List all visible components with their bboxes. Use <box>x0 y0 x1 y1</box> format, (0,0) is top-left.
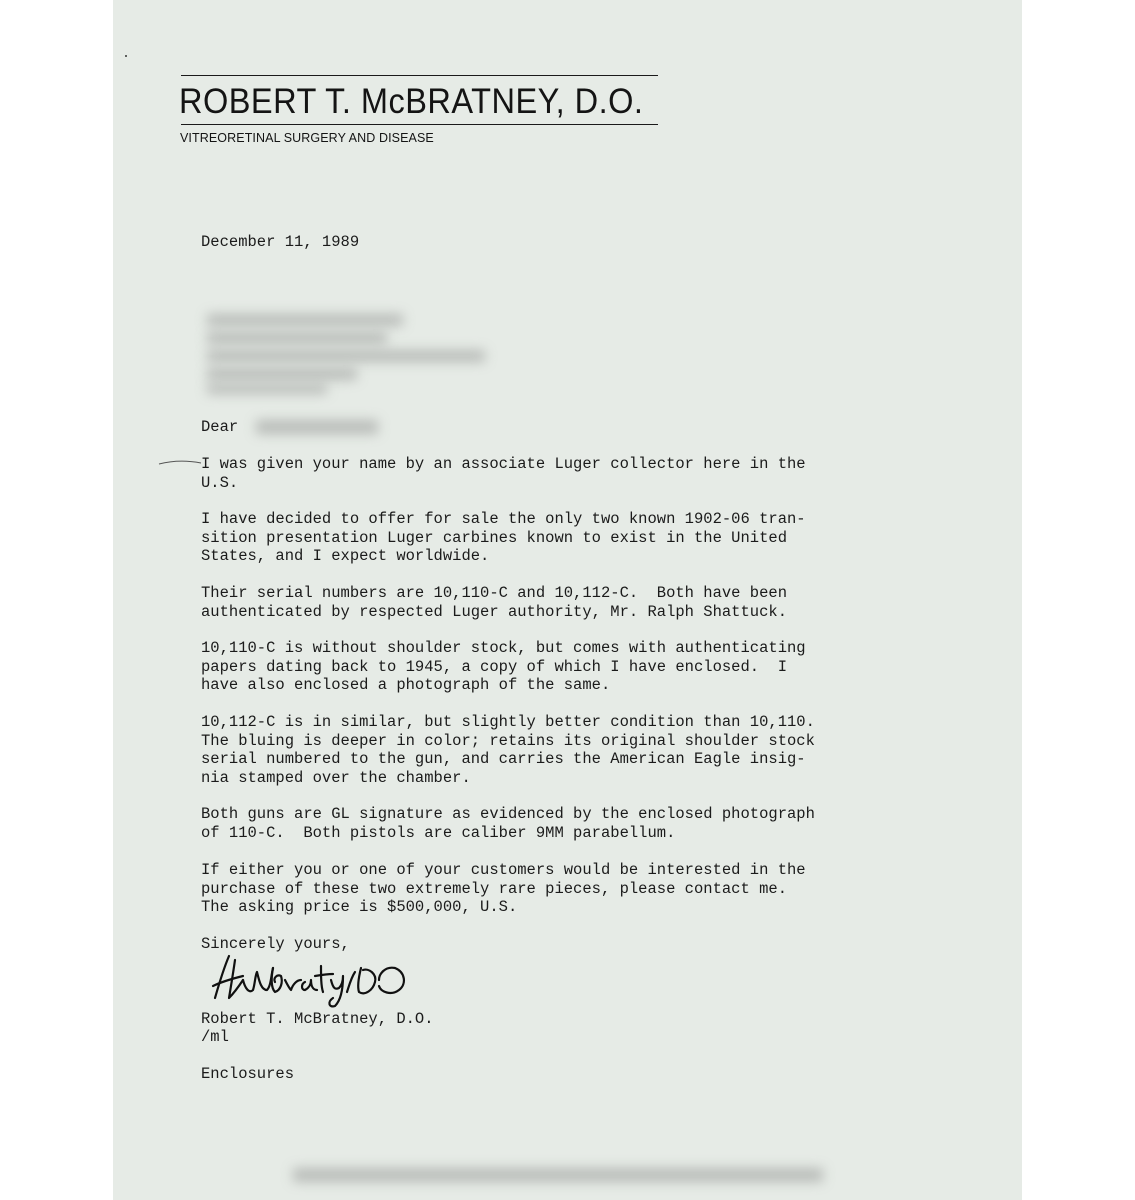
letterhead-rule-bottom <box>181 124 658 125</box>
margin-pencil-mark <box>157 458 203 468</box>
letter-date: December 11, 1989 <box>201 233 360 251</box>
body-paragraph: Both guns are GL signature as evidenced by the enclosed photograph of 110-C. Both pistols are caliber 9MM parabellum. <box>201 805 815 842</box>
body-paragraph: If either you or one of your customers would be interested in the purchase of these two extremely rare pieces, please contact me. The asking price is $500,000, U.S. <box>201 861 806 916</box>
body-paragraph: I have decided to offer for sale the only two known 1902-06 tran- sition presentation Luger carbines known to exist in the United States, and I expect worldwide. <box>201 510 806 565</box>
letterhead-rule-top <box>181 75 658 76</box>
salutation: Dear <box>201 418 239 436</box>
redacted-recipient-name <box>256 420 378 434</box>
signature-name: Robert T. McBratney, D.O. <box>201 1010 434 1028</box>
letterhead-name: ROBERT T. McBRATNEY, D.O. <box>179 82 644 121</box>
letter-page <box>113 0 1022 1200</box>
handwritten-signature <box>209 946 414 1010</box>
body-paragraph: 10,112-C is in similar, but slightly better condition than 10,110. The bluing is deeper in color; retains its original shoulder stock serial numbered to the gun, and carries the American Eagle insig- nia stamped over the chamber. <box>201 713 815 787</box>
body-paragraph: Their serial numbers are 10,110-C and 10,112-C. Both have been authenticated by respected Luger authority, Mr. Ralph Shattuck. <box>201 584 787 621</box>
body-paragraph: I was given your name by an associate Luger collector here in the U.S. <box>201 455 806 492</box>
typist-initials: /ml <box>201 1028 229 1046</box>
speck <box>125 55 127 57</box>
letterhead-specialty: VITREORETINAL SURGERY AND DISEASE <box>180 131 434 145</box>
closing: Sincerely yours, <box>201 935 350 953</box>
body-paragraph: 10,110-C is without shoulder stock, but comes with authenticating papers dating back to 1945, a copy of which I have enclosed. I have also enclosed a photograph of the same. <box>201 639 806 694</box>
redacted-footer <box>293 1168 823 1182</box>
enclosures-note: Enclosures <box>201 1065 295 1083</box>
